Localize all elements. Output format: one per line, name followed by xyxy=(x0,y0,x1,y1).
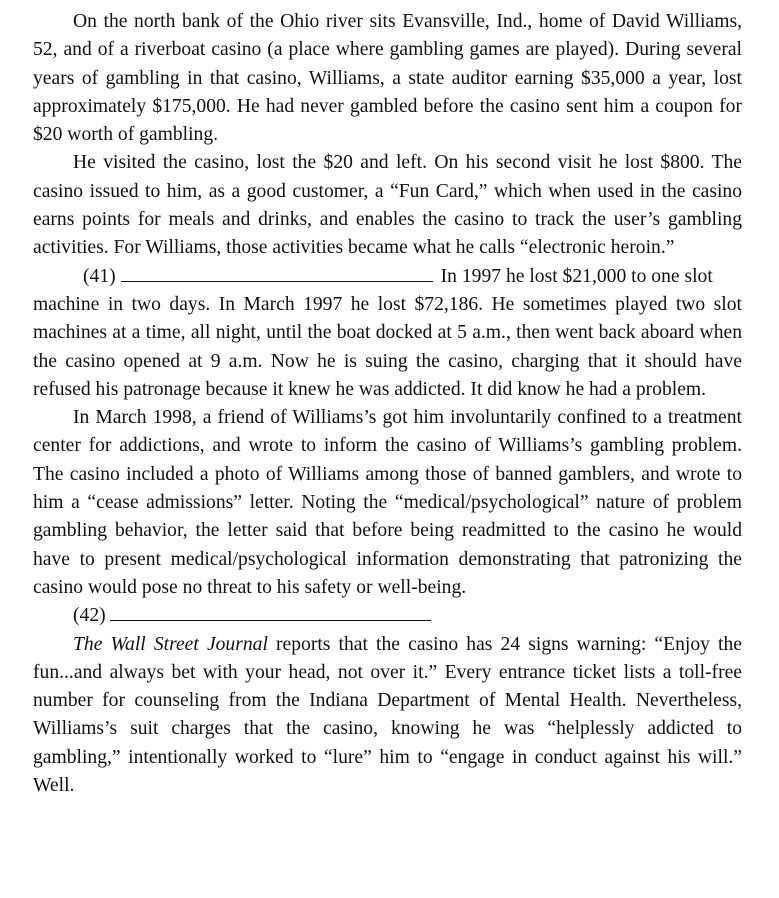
question-41-block xyxy=(33,263,742,404)
question-42-number: (42) xyxy=(73,605,106,627)
paragraph-3-first-line: In 1997 he lost $21,000 to one slot xyxy=(440,265,713,287)
question-41-line xyxy=(33,263,742,291)
question-42-blank[interactable] xyxy=(110,619,431,621)
question-41-blank[interactable] xyxy=(121,280,433,282)
question-42-line xyxy=(33,602,742,630)
publication-title: The Wall Street Journal xyxy=(73,633,268,655)
paragraph-5 xyxy=(33,631,742,801)
question-41-number: (41) xyxy=(83,265,116,287)
paragraph-5-text: reports that the casino has 24 signs warning: “Enjoy the fun...and always bet with your head, not over it.” Every entrance ticket lists a toll-free number for counseling from the Indiana Department of Mental Health. Nevertheless, Williams’s suit charges that the casino, knowing he was “helplessly addicted to gambling,” intentionally worked to “lure” him to “engage in conduct against his will.” Well. xyxy=(33,633,742,797)
paragraph-2: He visited the casino, lost the $20 and left. On his second visit he lost $800. The casino issued to him, as a good customer, a “Fun Card,” which when used in the casino earns points for meals and drinks, and enables the casino to track the user’s gambling activities. For Williams, those activities became what he calls “electronic heroin.” xyxy=(33,152,742,259)
paragraph-3: machine in two days. In March 1997 he lost $72,186. He sometimes played two slot machines at a time, all night, until the boat docked at 5 a.m., then went back aboard when the casino opened at 9 a.m. Now he is suing the casino, charging that it should have refused his patronage because it knew he was addicted. It did know he had a problem. xyxy=(33,293,742,400)
paragraph-1: On the north bank of the Ohio river sits Evansville, Ind., home of David Williams, 52, and of a riverboat casino (a place where gambling games are played). During several years of gambling in that casino, Williams, a state auditor earning $35,000 a year, lost approximately $175,000. He had never gambled before the casino sent him a coupon for $20 worth of gambling. xyxy=(33,11,742,146)
paragraph-4: In March 1998, a friend of Williams’s got him involuntarily confined to a treatment center for addictions, and wrote to inform the casino of Williams’s gambling problem. The casino included a photo of Williams among those of banned gamblers, and wrote to him a “cease admissions” letter. Noting the “medical/psychological” nature of problem gambling behavior, the letter said that before being readmitted to the casino he would have to present medical/psychological information demonstrating that patronizing the casino would pose no threat to his safety or well-being. xyxy=(33,407,742,598)
